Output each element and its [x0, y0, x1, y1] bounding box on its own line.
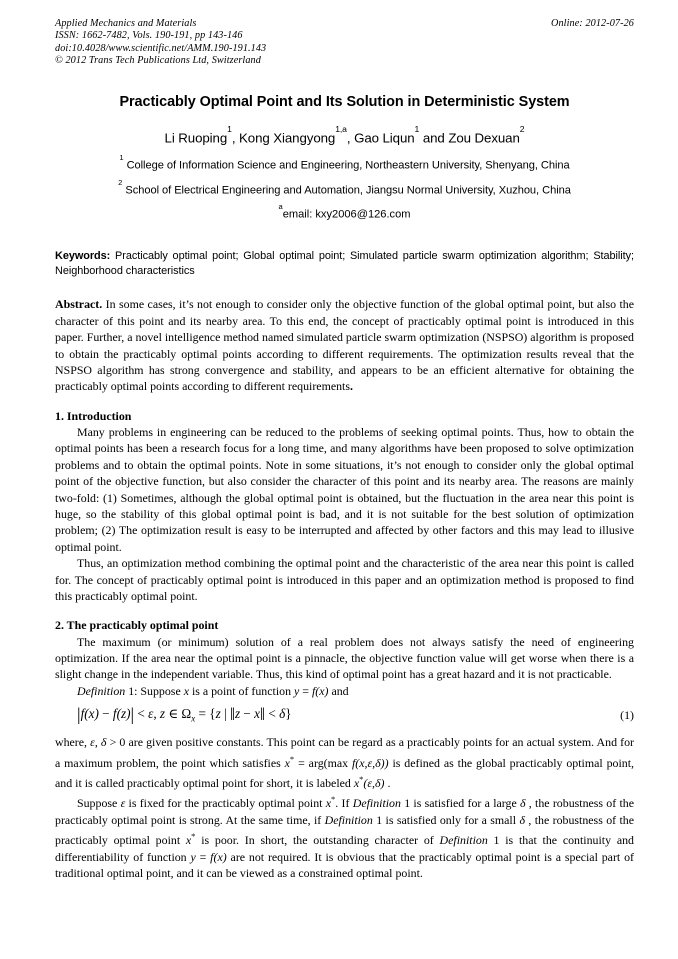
section-heading-1: 1. Introduction — [55, 408, 132, 423]
email-text: email: kxy2006@126.com — [282, 209, 411, 222]
eq-isin: ∈ — [165, 706, 182, 722]
last-text-3: . If — [335, 796, 353, 811]
eq-omega: Ω — [181, 706, 192, 722]
abstract-text: In some cases, it’s not enough to consider only the objective function of the global optimal point, but also the character of this point and its nearby area. To this end, the concept of practicably optimal point is introduced in this paper. Further, a novel intelligence method named simulated particle swarm optimization (NSPSO) algorithm is proposed to obtain the practicably optimal points according to different requirements. The optimization results reveal that the NSPSO algorithm has strong convergence and stability, and appears to be an efficient alternative for obtaining the practicably optimal points according to different requirements — [55, 297, 634, 394]
abs-bar-close: | — [130, 704, 135, 725]
abstract-block — [55, 296, 634, 394]
last-text-8: is poor. In short, the outstanding character of — [195, 833, 440, 848]
last-x-2: x — [185, 833, 192, 848]
post-eq-text-4: . — [384, 775, 391, 790]
post-eq-x-star: x — [284, 755, 290, 770]
author-name-1: Li Ruoping — [164, 130, 228, 146]
eq-set-mid: | — [220, 706, 230, 722]
journal-header — [55, 18, 634, 68]
journal-name: Applied Mechanics and Materials — [55, 18, 197, 29]
abstract-label: Abstract. — [55, 297, 103, 312]
last-f-args: (x) — [213, 849, 227, 864]
section1-paragraph-1: Many problems in engineering can be reduced to the problems of seeking optimal points. Thus, how to obtain the optimal points has been a research focus for a long time, and many algorithms have been proposed to solve optimization problems and to obtain the optimal points. Note in some situations, it’s not enough to consider only the global optimal point of the objective function, but also consider the character of this point and its nearby area. The reasons are mainly two-fold: (1) Sometimes, although the global optimal point is obtained, but the fluctuation in the area near this point is huge, so the stability of this global optimal point is bad, and it is not suitable for the best solution of optimization problem; (2) The optimization result is easy to be interrupted and affected by other factors and this may lead to illusive optimal point. — [55, 424, 634, 554]
definition-y: y — [294, 683, 300, 698]
post-eq-argmax: = arg(max — [294, 755, 352, 770]
section-heading-2: 2. The practicably optimal point — [55, 618, 219, 633]
definition-equation-y-fx — [294, 684, 328, 698]
eq-epsilon: ε — [148, 706, 154, 722]
author-list — [55, 123, 634, 146]
journal-doi: doi:10.4028/www.scientific.net/AMM.190-191.143 — [55, 42, 267, 54]
page-title: Practicably Optimal Point and Its Solution in Deterministic System — [119, 93, 570, 110]
equation-1-number: (1) — [620, 708, 634, 723]
last-text-5: , the robustness of the practicably optimal point is strong. At the same time, if — [55, 796, 635, 827]
email-marker: a — [278, 202, 283, 212]
star-superscript-3: * — [331, 794, 336, 805]
definition-variable-x: x — [183, 683, 189, 698]
eq-minus: − — [98, 706, 113, 722]
definition-1-line — [55, 683, 634, 699]
keywords-block — [55, 249, 634, 278]
affiliation-2 — [55, 177, 634, 197]
eq-omega-subscript: x — [191, 713, 196, 724]
post-eq-epsilon: ε — [90, 735, 95, 750]
last-x-1: x — [325, 796, 332, 811]
author-separator-2: , — [346, 130, 355, 146]
post-eq-text-1: where, — [55, 735, 91, 750]
last-text-7: , the robustness of the practicably optimal point — [55, 812, 635, 848]
definition-f-args: (x) — [315, 683, 329, 698]
online-date: Online: 2012-07-26 — [550, 18, 634, 29]
last-epsilon: ε — [120, 796, 126, 811]
keywords-label: Keywords: — [55, 250, 111, 263]
post-eq-text-2: are given positive constants. This point can be regard as a practicably points for an actual system. And for a maximum problem, the point which satisfies — [55, 735, 634, 770]
equation-1-row — [55, 706, 634, 728]
post-eq-x-label-args: (ε,δ) — [363, 775, 385, 790]
eq-comma: , — [153, 706, 160, 722]
eq-set-open: = { — [195, 706, 216, 722]
last-text-9: 1 is that the continuity and differentiability of function — [55, 833, 634, 864]
last-definition-label-2: Definition — [324, 812, 373, 827]
post-eq-gt-zero: > 0 — [106, 735, 126, 750]
last-y: y — [190, 849, 196, 864]
post-eq-comma: , — [94, 735, 101, 750]
eq-rel-2: < — [265, 706, 280, 722]
section1-paragraph-2: Thus, an optimization method combining the optimal point and the characteristic of the area near this point is called for. The concept of practicably optimal point is introduced in this paper and an optimization method is proposed to find this practicably optimal point. — [55, 556, 634, 603]
eq-set-close: } — [285, 706, 292, 722]
author-name-4: Zou Dexuan — [448, 130, 520, 146]
eq-f1-args: (x) — [84, 706, 99, 722]
journal-issn: ISSN: 1662-7482, Vols. 190-191, pp 143-146 — [55, 30, 243, 42]
post-eq-f: f — [351, 755, 356, 770]
journal-copyright: © 2012 Trans Tech Publications Ltd, Switzerland — [55, 55, 261, 67]
section2-paragraph-1: The maximum (or minimum) solution of a real problem does not always satisfy the need of engineering optimization. If the area near the optimal point is a pinnacle, the objective function value will get worse when there is a slight change in the independent variable. Thus, this kind of optimal point has a great hazard and it is not practicable. — [55, 634, 634, 682]
section2-paragraph-last — [55, 791, 634, 881]
author-affil-marker-1: 1 — [227, 123, 232, 134]
author-affil-marker-4: 2 — [519, 123, 525, 134]
star-superscript-2: * — [359, 774, 364, 785]
definition-text-b: is a point of function — [188, 683, 295, 698]
last-text-10: are not required. It is obvious that the practicably optimal point is a special part of traditional optimal point, and it can be viewed as a constrained optimal point. — [55, 849, 634, 880]
author-name-3: Gao Liqun — [354, 130, 415, 146]
last-definition-label-3: Definition — [439, 833, 488, 848]
last-text-4: 1 is satisfied for a large — [400, 796, 521, 811]
last-equals: = — [195, 849, 211, 864]
eq-rel-1: < — [134, 706, 149, 722]
definition-equals: = — [299, 683, 312, 698]
norm-bar-open: ‖ — [229, 704, 235, 725]
post-eq-argmax-expression — [284, 753, 389, 770]
last-f: f — [210, 849, 214, 864]
last-y-equals-fx — [190, 850, 226, 864]
post-eq-x-label-expression — [354, 776, 385, 790]
definition-text-c: and — [328, 683, 349, 698]
last-text-1: Suppose — [77, 796, 121, 811]
definition-label: Definition — [77, 683, 126, 698]
affiliation-marker-2: 2 — [118, 177, 123, 187]
post-eq-f-args: (x,ε,δ)) — [355, 755, 389, 770]
post-eq-delta: δ — [100, 735, 107, 750]
eq-delta: δ — [279, 706, 286, 722]
definition-f: f — [311, 683, 316, 698]
abstract-end-punct: . — [349, 379, 353, 394]
last-x-star-1 — [326, 796, 336, 810]
equation-1-body — [77, 706, 292, 724]
definition-number: 1 — [125, 683, 135, 698]
author-affil-marker-3: 1 — [414, 123, 420, 134]
author-name-2: Kong Xiangyong — [239, 130, 336, 146]
author-separator-3: and — [419, 130, 449, 146]
last-definition-label-1: Definition — [352, 796, 401, 811]
eq-set-z: z — [215, 706, 221, 722]
affiliation-text-1: College of Information Science and Engineering, Northeastern University, Shenyang, China — [126, 159, 570, 172]
affiliation-1 — [55, 153, 634, 172]
eq-f2-args: (z) — [116, 706, 131, 722]
last-delta-1: δ — [520, 796, 526, 811]
author-affil-marker-2: 1,a — [335, 123, 347, 134]
eq-norm-x: x — [254, 706, 261, 722]
post-eq-x-label: x — [353, 775, 360, 790]
star-superscript-4: * — [191, 831, 196, 842]
keywords-text: Practicably optimal point; Global optimal point; Simulated particle swarm optimization algorithm; Stability; Neighborhood characteristics — [55, 250, 634, 277]
last-delta-2: δ — [519, 812, 525, 827]
eq-f2: f — [112, 706, 117, 722]
eq-norm-minus: − — [240, 706, 255, 722]
eq-norm-z: z — [234, 706, 241, 722]
author-separator-1: , — [231, 130, 240, 146]
norm-bar-close: ‖ — [260, 704, 266, 725]
corresponding-email — [55, 202, 634, 222]
star-superscript-1: * — [289, 753, 295, 764]
eq-f1: f — [80, 706, 85, 722]
last-text-6: 1 is satisfied only for a small — [372, 812, 520, 827]
definition-text-a: : Suppose — [134, 683, 184, 698]
abs-bar-open: | — [77, 704, 81, 725]
eq-z: z — [159, 706, 166, 722]
affiliation-text-2: School of Electrical Engineering and Automation, Jiangsu Normal University, Xuzhou, China — [125, 184, 571, 197]
section2-paragraph-after-equation — [55, 734, 634, 791]
last-text-2: is fixed for the practicably optimal point — [125, 796, 326, 811]
affiliation-marker-1: 1 — [119, 153, 124, 163]
post-eq-text-3: is defined as the global practicably optimal point, and it is called practicably optimal point for short, it is labeled — [55, 755, 634, 790]
